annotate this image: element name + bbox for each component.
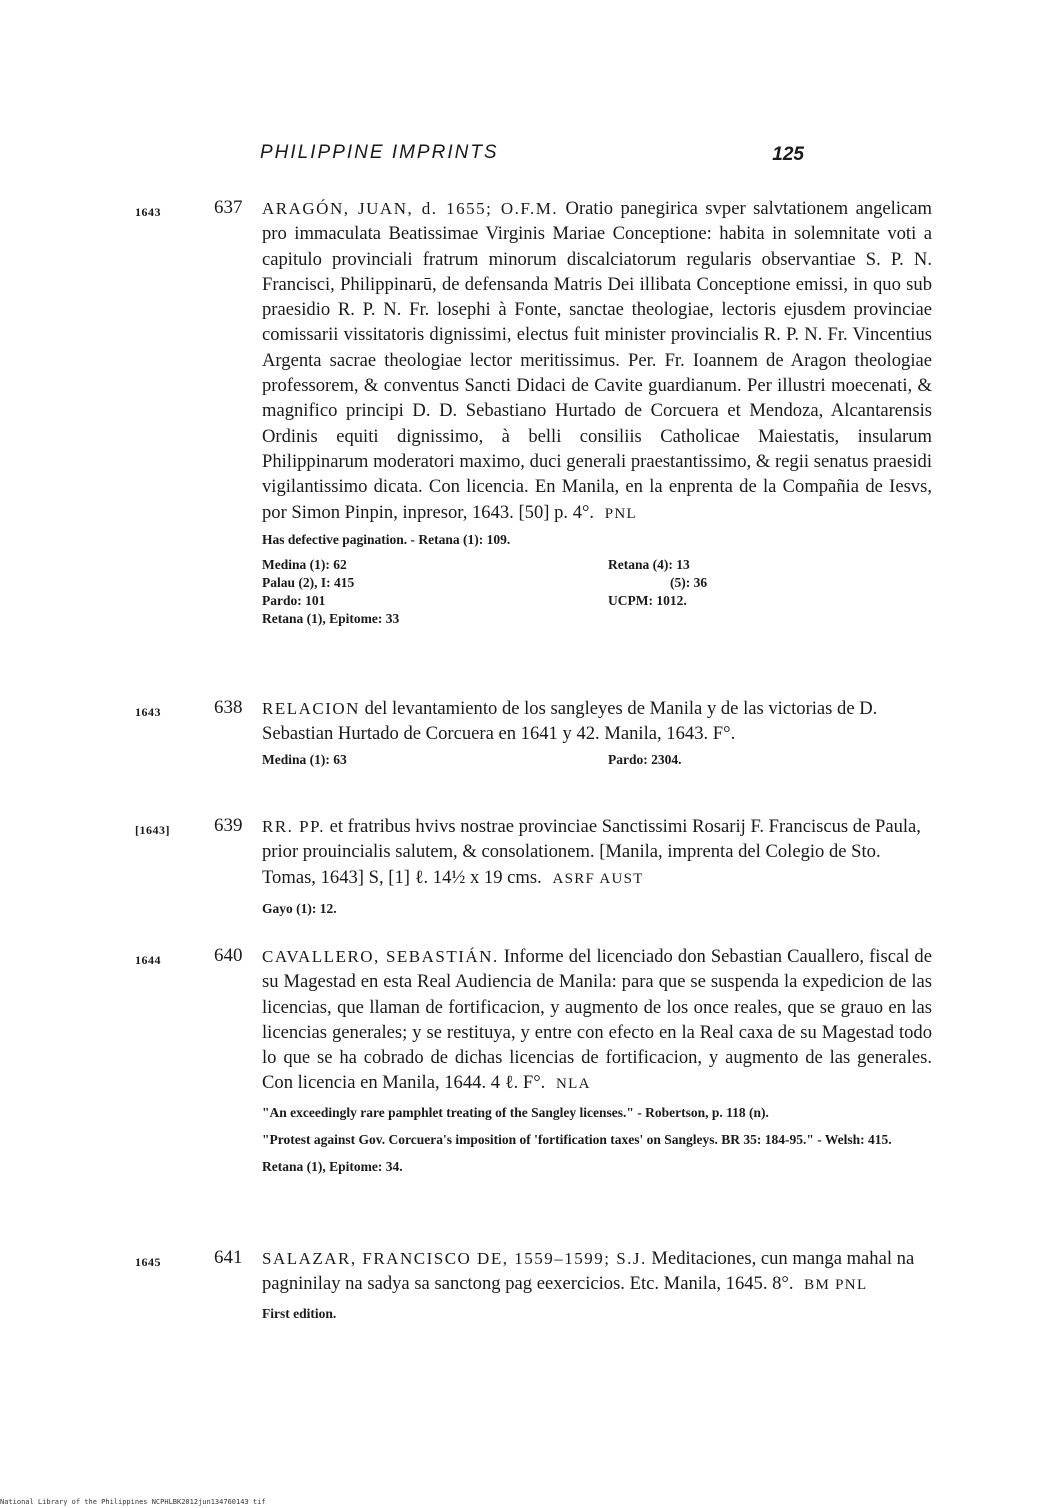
entry-body: [262, 696, 932, 769]
entry-body: [262, 196, 932, 628]
entry-year: 1643: [135, 205, 161, 219]
entry-note: "Protest against Gov. Corcuera's imposition of 'fortification taxes' on Sangleys. BR 35: 184-95." - Welsh: 415.: [262, 1131, 892, 1147]
entry-description: del levantamiento de los sangleyes de Manila y de las victorias de D. Sebastian Hurtado de Corcuera en 1641 y 42. Manila, 1643. F°.: [262, 698, 878, 745]
entry-author: RELACION: [262, 699, 360, 718]
reference-item: Retana (4): 13: [608, 556, 690, 572]
running-header: [260, 142, 810, 172]
entry-body: [262, 1246, 932, 1324]
running-head-title: PHILIPPINE IMPRINTS: [260, 142, 499, 163]
entry-author: SALAZAR, FRANCISCO DE, 1559–1599; S.J.: [262, 1249, 647, 1268]
entry-number: 638: [214, 697, 243, 718]
reference-item: Palau (2), I: 415: [262, 574, 355, 590]
entry-text: [262, 696, 932, 747]
reference-item: Pardo: 101: [262, 592, 326, 608]
entry-note: Has defective pagination. - Retana (1): 109.: [262, 531, 511, 547]
entry-text: [262, 1246, 932, 1299]
library-holdings: ASRF AUST: [552, 870, 644, 887]
entry-number: 637: [214, 197, 243, 218]
entry-year: 1643: [135, 705, 161, 719]
entry-number: 639: [214, 815, 243, 836]
entry-description: Meditaciones, cun manga mahal na pagninilay na sadya sa sanctong pag eexercicios. Etc. Manila, 1645. 8°.: [262, 1248, 915, 1295]
entry-description: Oratio panegirica svper salvtationem angelicam pro immaculata Beatissimae Virginis Mariae Conceptione: habita in solemnitate voti a capitulo provinciali fratrum minorum discalciatorum regularis observantiae S. P. N. Francisci, Philippinarū, de defensanda Matris Dei illibata Conceptione emissi, in quo sub praesidio R. P. N. Fr. losephi à Fonte, sanctae theologiae, lectoris ejusdem provinciae comissarii vissitatoris dignissimi, electus fuit minister provincialis R. P. N. Fr. Vincentius Argenta sacrae theologiae lector meritissimus. Per. Fr. Ioannem de Aragon theologiae professorem, & conventus Sancti Didaci de Cavite guardianum. Per illustri moecenati, & magnifico principi D. D. Sebastiano Hurtado de Corcuera et Mendoza, Alcantarensis Ordinis equiti dignissimo, à belli consiliis Catholicae Maiestatis, insularum Philippinarum moderatori maximo, duci generali praestantissimo, & regii senatus praesidi vigilantissimo dicata. Con licencia. En Manila, en la enprenta de la Compañia de Iesvs, por Simon Pinpin, inpresor, 1643. [50] p. 4°.: [262, 198, 932, 523]
library-holdings: NLA: [555, 1076, 591, 1093]
reference-item: (5): 36: [670, 574, 708, 590]
entry-note: "An exceedingly rare pamphlet treating of the Sangley licenses." - Robertson, p. 118 (n).: [262, 1104, 769, 1120]
entry-body: [262, 814, 932, 919]
library-holdings: BM PNL: [804, 1277, 868, 1294]
entry-body: [262, 944, 932, 1177]
entry-text: [262, 196, 932, 527]
reference-item: Retana (1), Epitome: 33: [262, 610, 400, 626]
reference-item: Medina (1): 63: [262, 751, 347, 767]
entry-year: 1644: [135, 953, 161, 967]
page-number: 125: [772, 144, 804, 165]
reference-list: [262, 556, 932, 628]
entry-year: 1645: [135, 1255, 161, 1269]
entry-number: 641: [214, 1247, 243, 1268]
entry-text: [262, 944, 932, 1098]
entry-number: 640: [214, 945, 243, 966]
entry-note: First edition.: [262, 1305, 337, 1321]
library-holdings: PNL: [604, 505, 637, 522]
entry-year: [1643]: [135, 823, 170, 837]
reference-item: Pardo: 2304.: [608, 751, 682, 767]
entry-note: Retana (1), Epitome: 34.: [262, 1158, 403, 1174]
entry-note: Gayo (1): 12.: [262, 900, 337, 916]
reference-item: Medina (1): 62: [262, 556, 347, 572]
reference-item: UCPM: 1012.: [608, 592, 687, 608]
reference-list: [262, 751, 932, 769]
entry-author: RR. PP.: [262, 817, 325, 836]
entry-description: et fratribus hvivs nostrae provinciae Sanctissimi Rosarij F. Franciscus de Paula, prior prouincialis salutem, & consolationem. [Manila, imprenta del Colegio de Sto. Tomas, 1643] S, [1] ℓ. 14½ x 19 cms.: [262, 816, 921, 888]
entry-author: CAVALLERO, SEBASTIÁN.: [262, 947, 499, 966]
entry-description: Informe del licenciado don Sebastian Cauallero, fiscal de su Magestad en esta Real Audiencia de Manila: para que se suspenda la expedicion de las licencias, que llaman de fortificacion, y augmento de los once reales, que se grauo en las licencias generales; y se restituya, y entre con efecto en la Real caxa de su Magestad todo lo que se ha cobrado de dichas licencias de fortificacion, y augmento de las generales. Con licencia en Manila, 1644. 4 ℓ. F°.: [262, 946, 932, 1094]
entry-author: ARAGÓN, JUAN, d. 1655; O.F.M.: [262, 199, 559, 218]
scan-footer: National Library of the Philippines NCPHLBK2012jun134760143 tif: [0, 1498, 266, 1506]
entry-text: [262, 814, 932, 892]
